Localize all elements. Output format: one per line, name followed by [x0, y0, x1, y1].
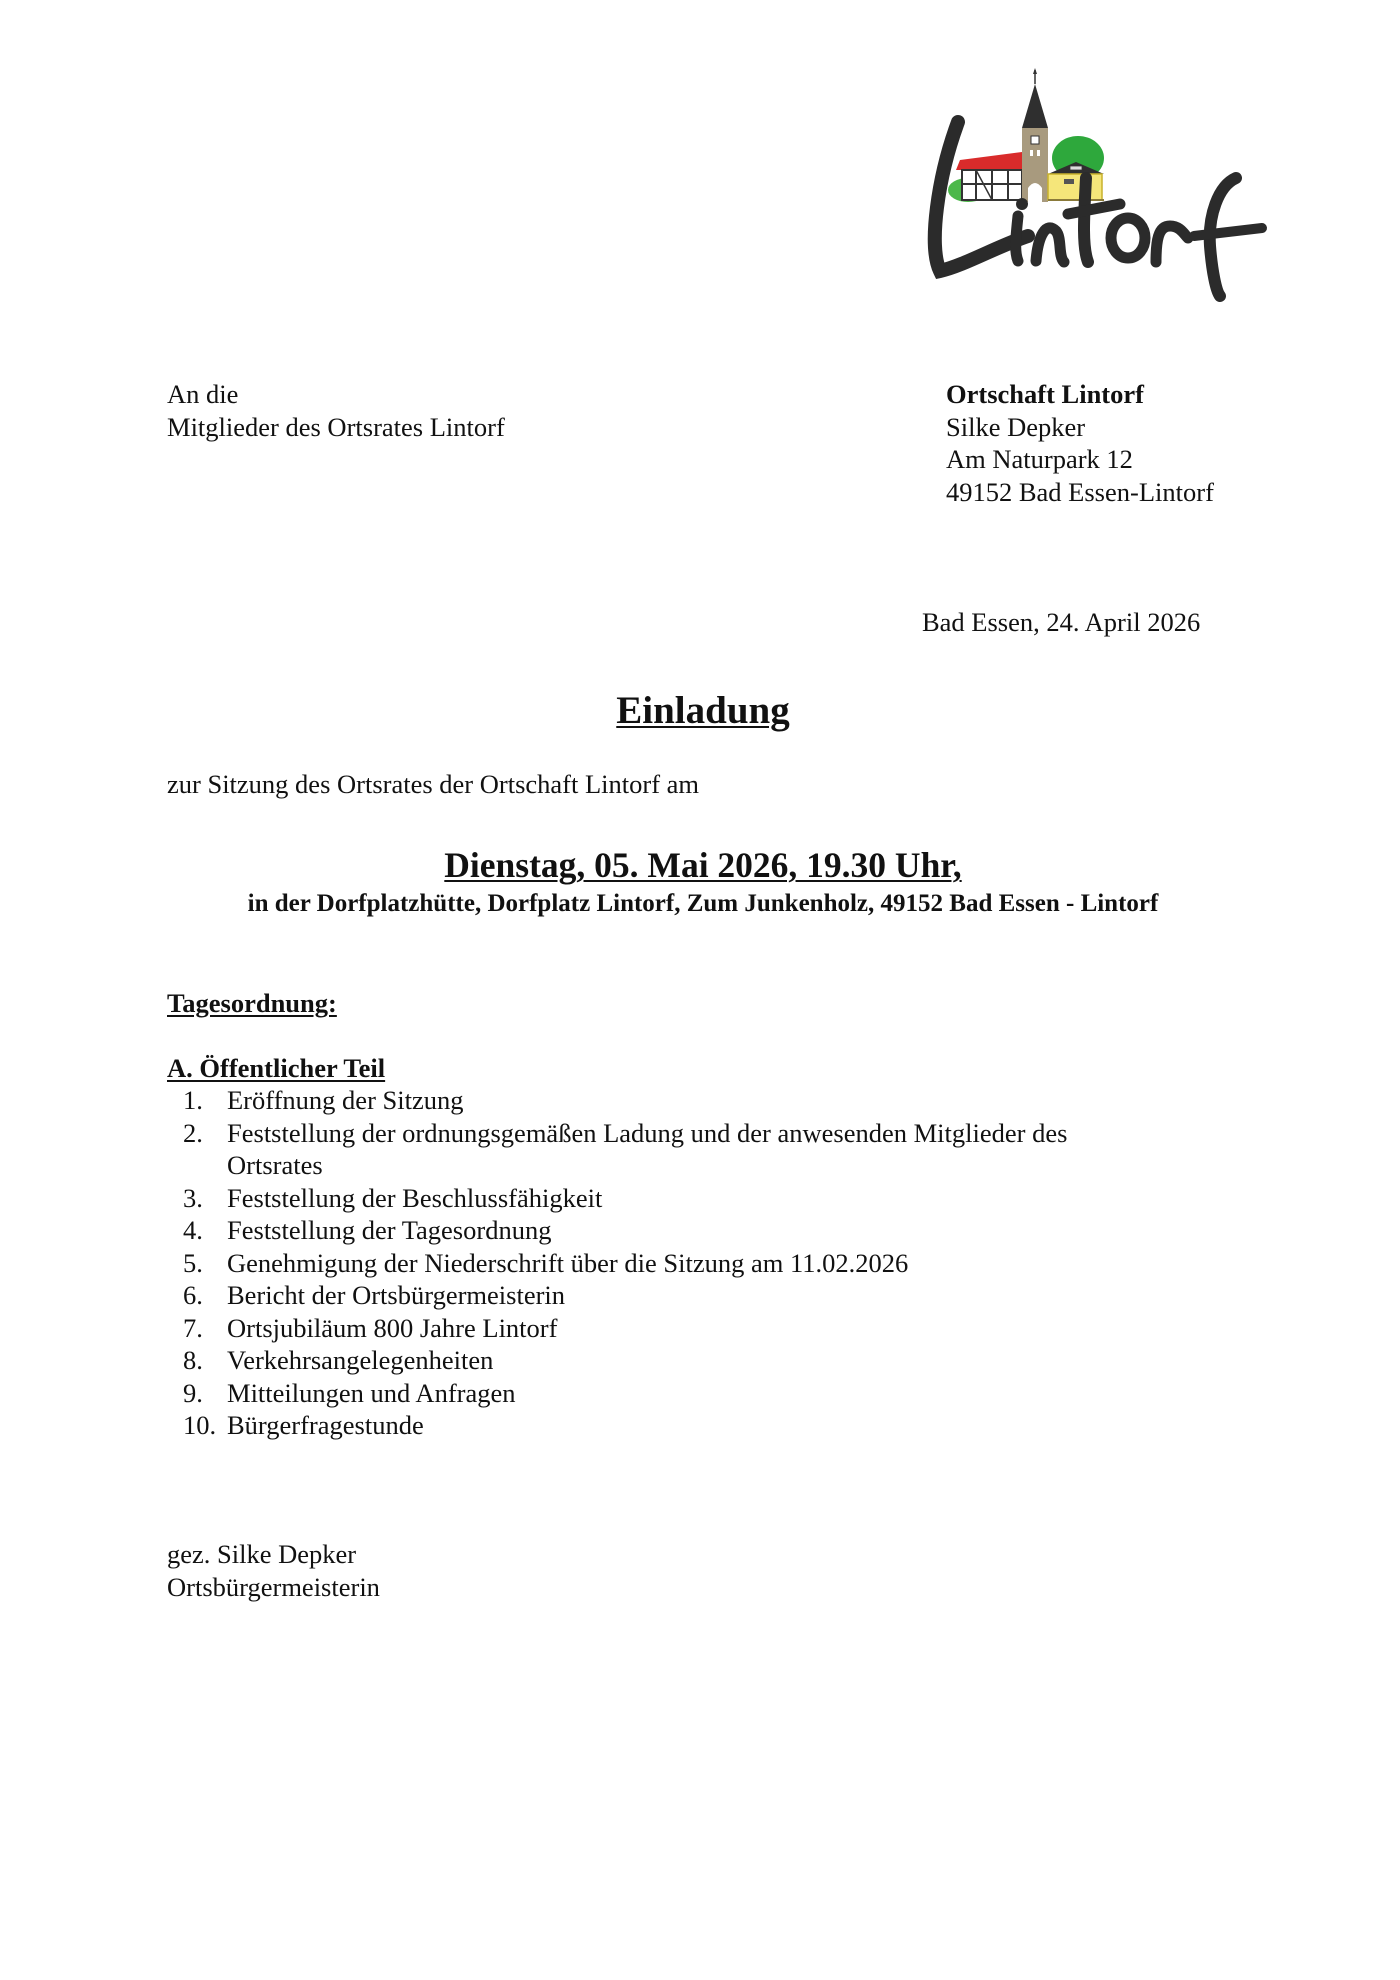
signature-name: gez. Silke Depker: [167, 1539, 357, 1569]
intro-text: zur Sitzung des Ortsrates der Ortschaft Lintorf am: [167, 769, 700, 799]
meeting-location: in der Dorfplatzhütte, Dorfplatz Lintorf, Zum Junkenholz, 49152 Bad Essen - Lintorf: [247, 890, 1159, 917]
agenda-item-text: Bericht der Ortsbürgermeisterin: [227, 1280, 566, 1310]
agenda-item: [167, 1344, 1167, 1377]
agenda-item-number: 1.: [183, 1085, 203, 1115]
agenda-item-number: 6.: [183, 1280, 203, 1310]
sender-block: [946, 378, 1214, 508]
agenda-item-number: 3.: [183, 1182, 203, 1213]
agenda-item-text: Genehmigung der Niederschrift über die Sitzung am 11.02.2026: [227, 1247, 909, 1278]
document-title: Einladung: [616, 689, 790, 732]
signature-block: [167, 1538, 380, 1603]
agenda-item-text: Ortsjubiläum 800 Jahre Lintorf: [227, 1312, 558, 1343]
agenda-item-number: 4.: [183, 1215, 203, 1245]
agenda-list: [167, 1084, 1167, 1442]
agenda-item: [167, 1182, 1167, 1215]
agenda-item: [167, 1117, 1167, 1182]
recipient-line: An die: [167, 379, 239, 409]
sender-city: 49152 Bad Essen-Lintorf: [946, 476, 1214, 507]
agenda-item-number: 5.: [183, 1247, 203, 1278]
sender-street: Am Naturpark 12: [946, 444, 1133, 474]
date-line: Bad Essen, 24. April 2026: [922, 607, 1201, 637]
meeting-datetime: [0, 844, 1400, 886]
sender-name: Silke Depker: [946, 411, 1086, 442]
agenda-item-number: 9.: [183, 1377, 203, 1408]
agenda-item-number: 8.: [183, 1345, 203, 1375]
agenda-heading: Tagesordnung:: [167, 988, 337, 1018]
agenda-item-text: Bürgerfragestunde: [227, 1410, 424, 1440]
agenda-item: [167, 1214, 1167, 1247]
agenda-item-text: Eröffnung der Sitzung: [227, 1085, 464, 1115]
agenda-item-text: Mitteilungen und Anfragen: [227, 1377, 516, 1408]
agenda-item-number: 7.: [183, 1312, 203, 1343]
agenda-item-text: Feststellung der Beschlussfähigkeit: [227, 1182, 603, 1213]
agenda-item: [167, 1377, 1167, 1410]
agenda-item: [167, 1247, 1167, 1280]
agenda-item-text: Feststellung der Tagesordnung: [227, 1215, 552, 1245]
agenda-section-public: A. Öffentlicher Teil: [167, 1053, 386, 1083]
agenda-item-number: 2.: [183, 1117, 203, 1148]
sender-organization: Ortschaft Lintorf: [946, 379, 1144, 409]
recipient-block: [167, 378, 505, 443]
agenda-item-number: 10.: [183, 1410, 217, 1440]
agenda-item: [167, 1312, 1167, 1345]
agenda-item-text: Feststellung der ordnungsgemäßen Ladung und der anwesenden Mitglieder des Ortsrates: [227, 1117, 1068, 1180]
signature-role: Ortsbürgermeisterin: [167, 1571, 380, 1602]
agenda-item: [167, 1084, 1167, 1117]
meeting-datetime-text: Dienstag, 05. Mai 2026, 19.30 Uhr,: [444, 845, 962, 885]
village-logo-icon: [918, 66, 1270, 302]
agenda-item-text: Verkehrsangelegenheiten: [227, 1345, 494, 1375]
agenda-item: [167, 1279, 1167, 1312]
agenda-item: [167, 1409, 1167, 1442]
lintorf-logo: [918, 66, 1270, 302]
recipient-line: Mitglieder des Ortsrates Lintorf: [167, 411, 505, 442]
